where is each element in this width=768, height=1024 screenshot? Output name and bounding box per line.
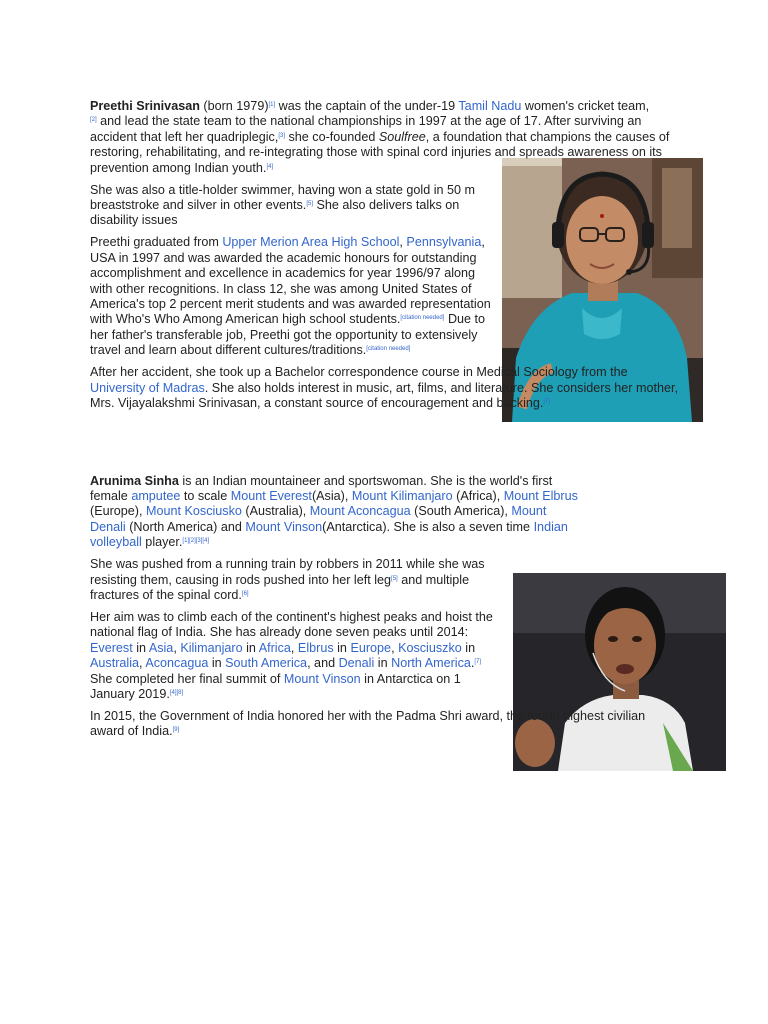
- link-amputee[interactable]: amputee: [131, 488, 181, 503]
- text-run: player.: [141, 535, 183, 550]
- text-run: and lead the state team to the national championships in 1997 at the age of 17. After surviving an accident that left her quadriplegic,: [90, 114, 642, 144]
- text-run: (born 1979): [199, 99, 269, 113]
- preethi-section: [90, 99, 680, 412]
- text-run: in: [333, 640, 351, 655]
- text-run: (Australia),: [241, 504, 310, 519]
- text-run: in Antarctica on 1 January 2019.: [90, 671, 461, 701]
- text-run: (Antarctica). She is also a seven time: [322, 519, 534, 534]
- preethi-name: Preethi Srinivasan: [90, 99, 200, 113]
- arunima-accident: [90, 557, 492, 603]
- link-upper-merion-school[interactable]: Upper Merion Area High School: [222, 235, 400, 250]
- preethi-education: [90, 235, 492, 358]
- text-run: ,: [139, 656, 146, 671]
- text-run: ,: [399, 235, 407, 250]
- link-australia[interactable]: Australia: [90, 656, 139, 671]
- link-elbrus[interactable]: Elbrus: [297, 640, 334, 655]
- ref-link[interactable]: [4]: [266, 163, 274, 170]
- text-run: , USA in 1997 and was awarded the academic honours for outstanding accomplishment and excellence in academics for year 1996/97 along with other recognitions. In class 12, she was among United States of America's top 2 percent merit students and was awarded representation with Who's Who Among American high school students.: [90, 235, 491, 327]
- ref-link[interactable]: [3]: [278, 132, 285, 139]
- text-run: (Asia),: [311, 488, 352, 503]
- text-run: (Europe),: [90, 504, 146, 519]
- text-run: (South America),: [410, 504, 512, 519]
- text-run: (Africa),: [452, 488, 504, 503]
- ref-link[interactable]: [5]: [306, 201, 313, 208]
- link-aconcagua[interactable]: Aconcagua: [145, 656, 209, 671]
- preethi-accident: [90, 365, 680, 411]
- link-mount-kilimanjaro[interactable]: Mount Kilimanjaro: [351, 488, 453, 503]
- arunima-summits: [90, 610, 500, 702]
- ref-link[interactable]: [5]: [391, 575, 398, 582]
- arunima-section: [90, 474, 680, 740]
- link-indian-volleyball[interactable]: Indian volleyball: [90, 519, 568, 550]
- text-run: ,: [173, 640, 181, 655]
- text-run: in: [242, 640, 259, 655]
- link-denali[interactable]: Denali: [338, 656, 375, 671]
- link-mount-elbrus[interactable]: Mount Elbrus: [503, 488, 578, 503]
- text-run: was the captain of the under-19: [275, 99, 459, 113]
- link-kosciuszko[interactable]: Kosciuszko: [398, 640, 462, 655]
- link-university-of-madras[interactable]: University of Madras: [90, 380, 205, 395]
- link-asia[interactable]: Asia: [148, 640, 174, 655]
- text-run: She was also a title-holder swimmer, having won a state gold in 50 m breaststroke and silver in other events.: [90, 182, 476, 213]
- link-south-america[interactable]: South America: [225, 656, 308, 671]
- citation-needed-link[interactable]: [citation needed]: [400, 315, 445, 322]
- text-run: women's cricket team,: [521, 99, 650, 113]
- link-mount-kosciusko[interactable]: Mount Kosciusko: [146, 504, 242, 519]
- text-run: After her accident, she took up a Bachelor correspondence course in Medical Sociology from the: [90, 365, 628, 380]
- soulfree-title: Soulfree: [378, 129, 426, 144]
- preethi-intro: [90, 99, 680, 176]
- link-mount-vinson-2[interactable]: Mount Vinson: [283, 671, 361, 686]
- ref-link[interactable]: [4][8]: [169, 689, 184, 696]
- text-run: in: [132, 640, 149, 655]
- text-run: is an Indian mountaineer and sportswoman. She is the world's first female: [90, 473, 553, 503]
- text-run: Due to her father's transferable job, Preethi got the opportunity to extensively travel and learn about different cultures/traditions.: [90, 312, 486, 358]
- arunima-name: Arunima Sinha: [90, 473, 179, 488]
- ref-link[interactable]: [7]: [543, 399, 551, 406]
- text-run: In 2015, the Government of India honored her with the Padma Shri award, the fourth highest civilian award of India.: [90, 708, 646, 739]
- text-run: and multiple fractures of the spinal cord.: [90, 572, 470, 602]
- text-run: in: [461, 640, 476, 655]
- ref-link[interactable]: [6]: [241, 590, 249, 597]
- link-mount-everest[interactable]: Mount Everest: [230, 488, 312, 503]
- link-tamil-nadu[interactable]: Tamil Nadu: [458, 99, 522, 113]
- text-run: to scale: [180, 488, 231, 503]
- link-everest[interactable]: Everest: [90, 640, 133, 655]
- text-run: She completed her final summit of: [90, 671, 284, 686]
- ref-link[interactable]: [1][2][3][4]: [182, 538, 210, 545]
- text-run: She also delivers talks on disability issues: [90, 198, 460, 228]
- ref-link[interactable]: [9]: [172, 727, 180, 734]
- link-pennsylvania[interactable]: Pennsylvania: [406, 235, 482, 250]
- text-run: Preethi graduated from: [90, 235, 223, 250]
- ref-link[interactable]: [7]: [474, 659, 482, 666]
- arunima-award: [90, 709, 680, 740]
- text-run: (North America) and: [125, 519, 246, 534]
- text-run: ,: [290, 640, 298, 655]
- text-run: .: [470, 656, 475, 671]
- link-kilimanjaro[interactable]: Kilimanjaro: [180, 640, 243, 655]
- link-north-america[interactable]: North America: [391, 656, 471, 671]
- link-mount-aconcagua[interactable]: Mount Aconcagua: [309, 504, 411, 519]
- citation-needed-link[interactable]: [citation needed]: [366, 346, 411, 353]
- ref-link[interactable]: [2]: [90, 117, 97, 124]
- article-body: [90, 99, 680, 746]
- link-mount-denali[interactable]: Mount Denali: [90, 504, 547, 534]
- text-run: in: [208, 656, 226, 671]
- link-mount-vinson[interactable]: Mount Vinson: [245, 519, 323, 534]
- link-africa[interactable]: Africa: [258, 640, 291, 655]
- arunima-intro: [90, 474, 578, 551]
- ref-link[interactable]: [1]: [268, 102, 276, 108]
- text-run: in: [374, 656, 392, 671]
- text-run: Her aim was to climb each of the continent's highest peaks and hoist the national flag of India. She has already done seven peaks until 2014:: [90, 609, 493, 640]
- text-run: she co-founded: [285, 129, 379, 144]
- link-europe[interactable]: Europe: [350, 640, 392, 655]
- text-run: ,: [391, 640, 399, 655]
- text-run: . She also holds interest in music, art, films, and literature. She considers her mother, Mrs. Vijayalakshmi Srinivasan, a constant source of encouragement and backing.: [90, 380, 678, 411]
- text-run: She was pushed from a running train by robbers in 2011 while she was resisting them, causing in rods pushed into her left leg: [90, 557, 485, 587]
- preethi-swimming: [90, 183, 490, 229]
- text-run: , a foundation that champions the causes of restoring, rehabilitating, and re-integrating those with spinal cord injuries and spreads awareness on its prevention among Indian youth.: [90, 129, 670, 175]
- text-run: , and: [307, 656, 339, 671]
